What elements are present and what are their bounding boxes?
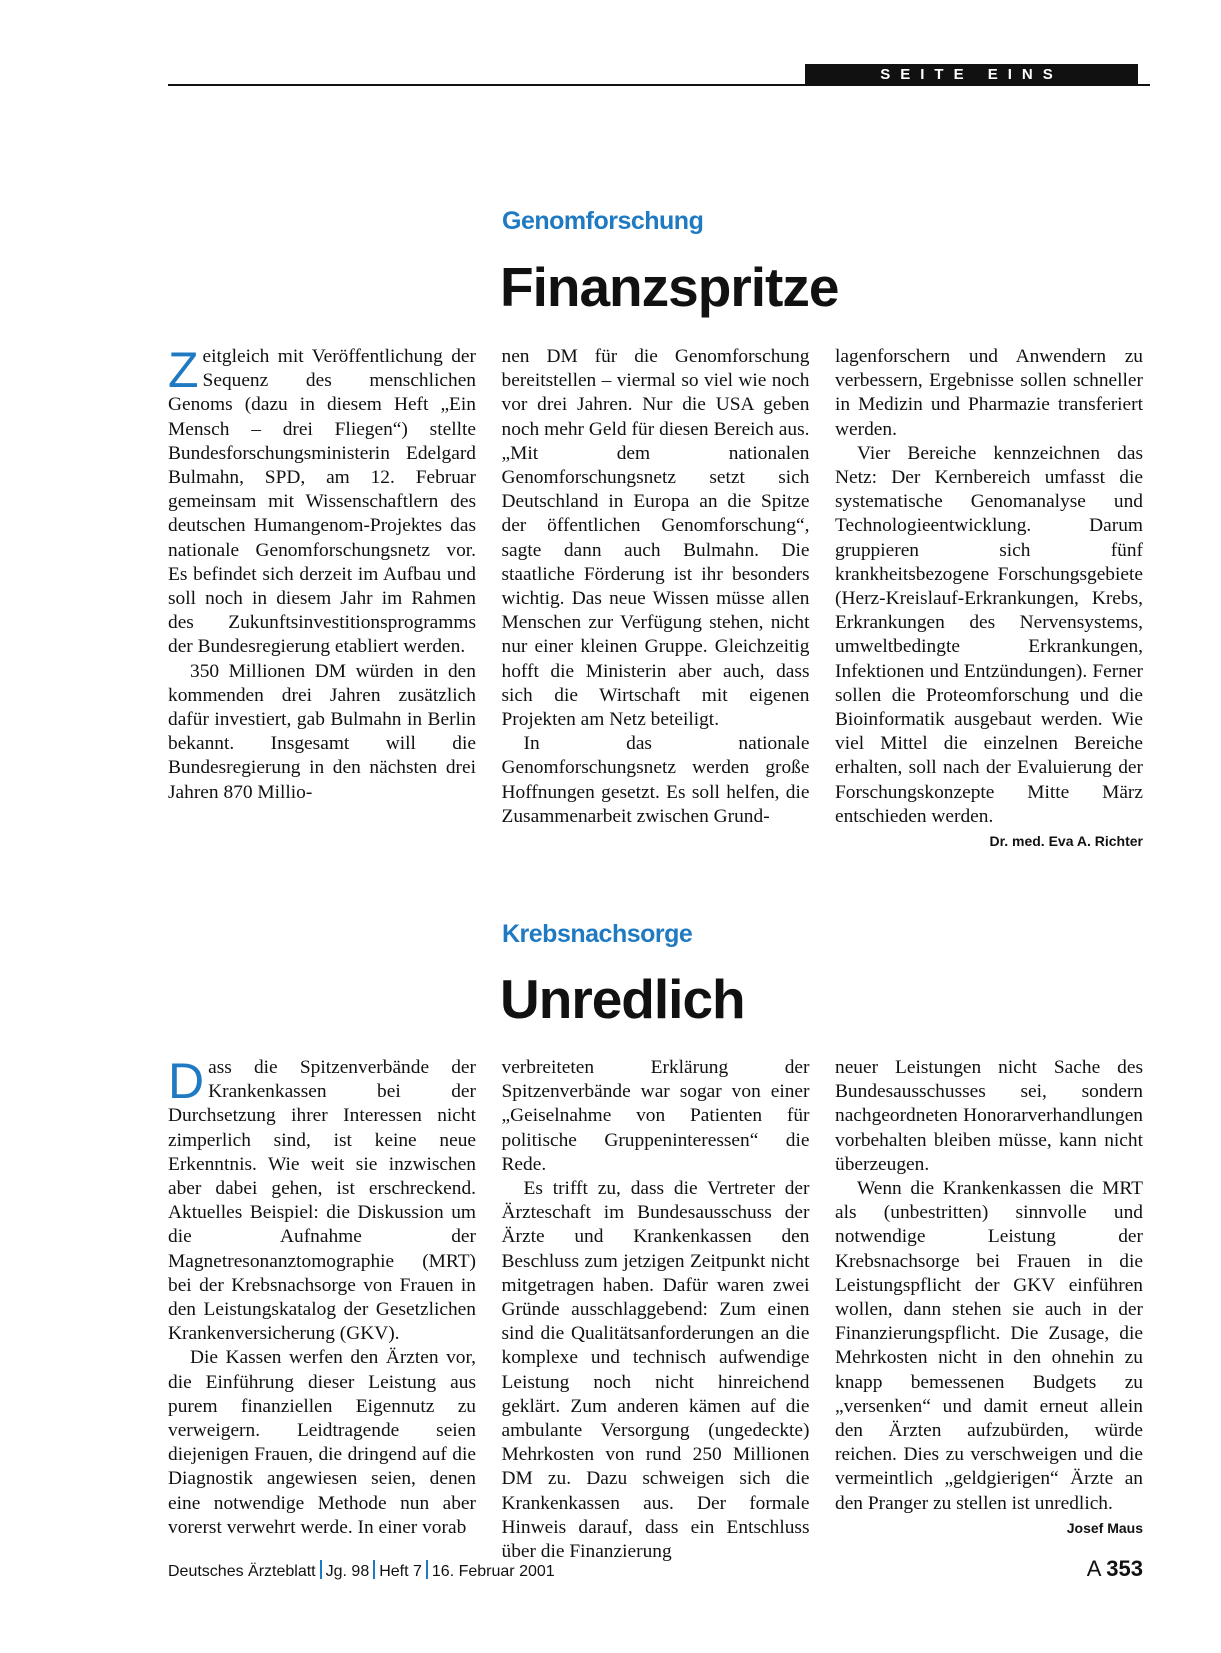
issue-date: 16. Februar 2001 <box>431 1563 555 1580</box>
paragraph: In das nationale Genomforschungsnetz werden große Hoffnungen gesetzt. Es soll helfen, die Zusammenarbeit zwischen Grund- <box>501 733 810 827</box>
page-number: 353 <box>1106 1556 1143 1581</box>
paragraph: lagenforschern und Anwendern zu verbessern, Ergebnisse sollen schneller in Medizin und Pharmazie transferiert werden. <box>835 346 1143 440</box>
footer-citation <box>168 1560 555 1581</box>
article-1-kicker: Genomforschung <box>502 207 704 235</box>
author-byline: Dr. med. Eva A. Richter <box>989 833 1143 850</box>
article-2-kicker: Krebsnachsorge <box>502 920 693 948</box>
article-2-headline: Unredlich <box>500 968 745 1030</box>
paragraph: eitgleich mit Veröffentlichung der Sequenz des menschlichen Genoms (dazu in diesem Heft „Ein Mensch – drei Fliegen“) stellte Bundesforschungsministerin Edelgard Bulmahn, SPD, am 12. Februar gemeinsam mit Wissenschaftlern des deutschen Humangenom-Projektes das nationale Genomforschungsnetz vor. Es befindet sich derzeit im Aufbau und soll noch in diesem Jahr im Rahmen des Zukunftsinvestitionsprogramms der Bundesregierung etabliert werden. <box>168 346 476 658</box>
paragraph: 350 Millionen DM würden in den kommenden drei Jahren zusätzlich dafür investiert, gab Bulmahn in Berlin bekannt. Insgesamt will die Bundesregierung in den nächsten drei Jahren 870 Millio- <box>168 660 476 803</box>
author-byline: Josef Maus <box>1066 1519 1143 1536</box>
page-number-label <box>1087 1556 1143 1582</box>
article-2-body <box>168 1053 1143 1564</box>
paragraph: ass die Spitzenverbände der Krankenkassen bei der Durchsetzung ihrer Interessen nicht zimperlich sind, ist keine neue Erkenntnis. Wie weit sie inzwischen aber dabei gehen, ist erschreckend. Aktuelles Beispiel: die Diskussion um die Aufnahme der Magnetresonanztomographie (MRT) bei der Krebsnachsorge von Frauen in den Leistungskatalog der Gesetzlichen Krankenversicherung (GKV). <box>168 1057 476 1345</box>
drop-cap: Z <box>168 342 199 398</box>
paragraph: nen DM für die Genomforschung bereitstellen – viermal so viel wie noch vor drei Jahren. Nur die USA geben noch mehr Geld für diesen Bereich aus. „Mit dem nationalen Genomforschungsnetz setzt sich Deutschland in Europa an die Spitze der öffentlichen Genomforschung“, sagte dann auch Bulmahn. Die staatliche Förderung ist ihr besonders wichtig. Das neue Wissen müsse allen Menschen zur Verfügung stehen, nicht nur einer kleinen Gruppe. Gleichzeitig hofft die Ministerin aber auch, dass sich die Wirtschaft mit eigenen Projekten am Netz beteiligt. <box>501 346 810 731</box>
article-1-column-1 <box>168 342 476 853</box>
page-prefix: A <box>1086 1556 1101 1581</box>
article-1-body <box>168 342 1143 853</box>
paragraph: Vier Bereiche kennzeichnen das Netz: Der Kernbereich umfasst die systematische Genomanalyse und Technologieentwicklung. Darum gruppieren sich fünf krankheitsbezogene Forschungsgebiete (Herz-Kreislauf-Erkrankungen, Krebs, Erkrankungen des Nervensystems, umweltbedingte Erkrankungen, Infektionen und Entzündungen). Ferner sollen die Proteomforschung und die Bioinformatik ausgebaut werden. Wie viel Mittel die einzelnen Bereiche erhalten, soll nach der Evaluierung der Forschungskonzepte Mitte März entschieden werden. <box>835 442 1143 827</box>
article-2-column-2 <box>502 1056 810 1564</box>
page-footer <box>168 1556 1143 1584</box>
paragraph: Es trifft zu, dass die Vertreter der Ärzteschaft im Bundesausschuss der Ärzte und Krankenkassen den Beschluss zum jetzigen Zeitpunkt nicht mitgetragen haben. Dafür waren zwei Gründe ausschlaggebend: Zum einen sind die Qualitätsanforderungen an die komplexe und technisch aufwendige Leistung noch nicht hinreichend geklärt. Zum anderen kämen auf die ambulante Versorgung (ungedeckte) Mehrkosten von rund 250 Millionen DM zu. Dazu schweigen sich die Krankenkassen aus. Der formale Hinweis darauf, dass ein Entschluss über die Finanzierung <box>501 1178 810 1563</box>
paragraph: Die Kassen werfen den Ärzten vor, die Einführung dieser Leistung aus purem finanziellen Eigennutz zu verweigern. Leidtragende seien diejenigen Frauen, die dringend auf die Diagnostik angewiesen seien, denen eine notwendige Methode nun aber vorerst verwehrt werde. In einer vorab <box>168 1347 476 1538</box>
paragraph: Wenn die Krankenkassen die MRT als (unbestritten) sinnvolle und notwendige Leistung der Krebsnachsorge bei Frauen in die Leistungspflicht der GKV einführen wollen, dann stehen sie auch in der Finanzierungspflicht. Die Zusage, die Mehrkosten nicht in den ohnehin zu knapp bemessenen Budgets zu „versenken“ und damit erneut allein den Ärzten aufzubürden, würde reichen. Dies zu verschweigen und die vermeintlich „geldgierigen“ Ärzte an den Pranger zu stellen ist unredlich. <box>835 1178 1143 1514</box>
journal-name: Deutsches Ärzteblatt <box>168 1563 316 1580</box>
article-1-column-2 <box>502 345 810 853</box>
footer-separator <box>373 1560 375 1579</box>
paragraph: neuer Leistungen nicht Sache des Bundesausschusses sei, sondern nachgeordneten Honorarverhandlungen vorbehalten bleiben müsse, kann nicht überzeugen. <box>835 1057 1143 1175</box>
article-2-column-3 <box>835 1056 1143 1564</box>
drop-cap: D <box>168 1053 205 1109</box>
section-label: SEITE EINS <box>805 64 1138 86</box>
volume: Jg. 98 <box>325 1563 370 1580</box>
article-1-headline: Finanzspritze <box>500 256 839 318</box>
paragraph: verbreiteten Erklärung der Spitzenverbände war sogar von einer „Geiselnahme von Patienten für politische Gruppeninteressen“ die Rede. <box>501 1057 810 1175</box>
article-2-column-1 <box>168 1053 476 1564</box>
footer-separator <box>426 1560 428 1579</box>
footer-separator <box>320 1560 322 1579</box>
article-1-column-3 <box>835 345 1143 853</box>
issue: Heft 7 <box>379 1563 422 1580</box>
